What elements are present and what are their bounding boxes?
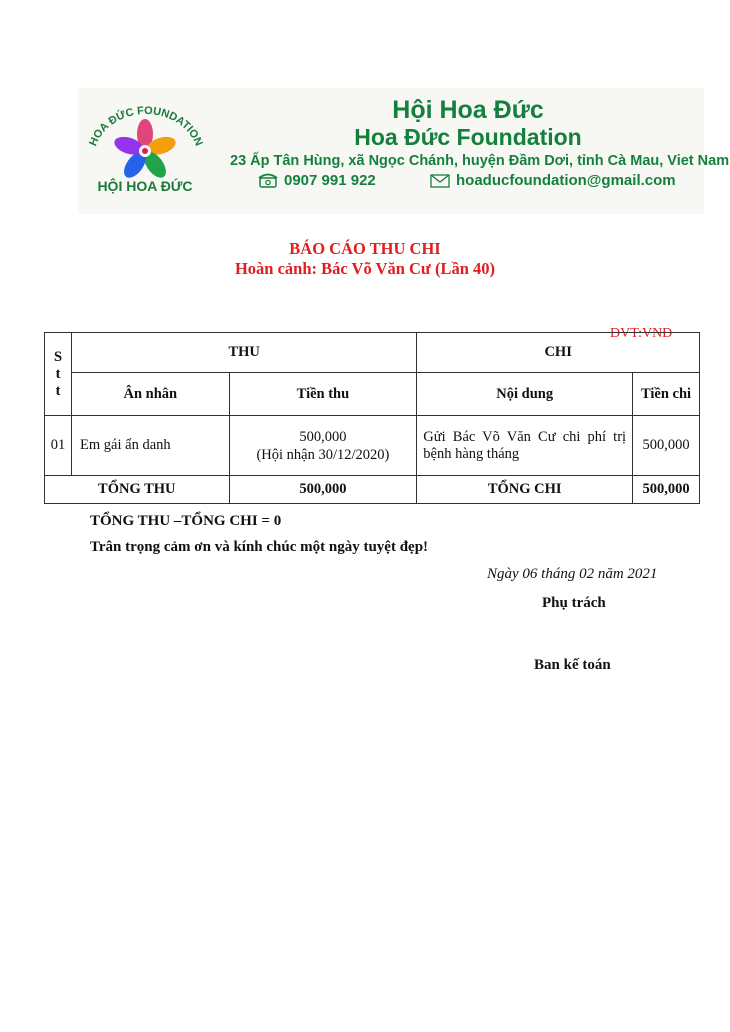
tien-chi-header: Tiền chi (633, 373, 700, 416)
table-header-row-1 (45, 333, 700, 373)
report-date: Ngày 06 tháng 02 năm 2021 (487, 566, 658, 582)
total-thu-value: 500,000 (229, 476, 417, 504)
organization-block (230, 96, 730, 172)
stt-header: St t (45, 333, 72, 416)
row-tien-thu: 500,000 (299, 428, 347, 445)
table-row (45, 416, 700, 476)
row-tien-chi: 500,000 (633, 416, 700, 476)
report-subtitle: Hoàn cảnh: Bác Võ Văn Cư (Lần 40) (234, 259, 496, 278)
phone-contact (258, 172, 376, 192)
balance-summary: TỔNG THU –TỔNG CHI = 0 (90, 513, 282, 529)
contact-line (258, 172, 678, 194)
row-tien-thu-note: (Hội nhận 30/12/2020) (256, 446, 390, 463)
total-chi-label: TỔNG CHI (417, 476, 633, 504)
envelope-icon (430, 174, 450, 192)
row-stt: 01 (45, 416, 72, 476)
total-chi-value: 500,000 (633, 476, 700, 504)
org-name-english: Hoa Đức Foundation (354, 124, 582, 150)
report-title: BÁO CÁO THU CHI (289, 239, 441, 258)
income-expense-table (44, 332, 700, 504)
noi-dung-header: Nội dung (417, 373, 633, 416)
currency-unit: ĐVT:VNĐ (610, 326, 673, 341)
email-address: hoaducfoundation@gmail.com (456, 172, 676, 189)
thu-header: THU (72, 333, 417, 373)
table-header-row-2 (45, 373, 700, 416)
email-contact (430, 172, 676, 192)
signature-responsible: Phụ trách (542, 595, 606, 611)
chi-header: CHI (417, 333, 700, 373)
totals-row (45, 476, 700, 504)
phone-number: 0907 991 922 (284, 172, 376, 189)
telephone-icon (258, 172, 278, 192)
thanks-message: Trân trọng cảm ơn và kính chúc một ngày tuyệt đẹp! (90, 539, 429, 555)
tien-thu-header: Tiền thu (229, 373, 417, 416)
row-tien-thu-cell (229, 416, 417, 476)
signature-accounting: Ban kế toán (534, 657, 611, 673)
org-address: 23 Ấp Tân Hùng, xã Ngọc Chánh, huyện Đầm Dơi, tỉnh Cà Mau, Viet Nam (230, 153, 730, 169)
logo-arc-text: HOA ĐỨC FOUNDATION (87, 104, 205, 148)
org-name-vietnamese: Hội Hoa Đức (392, 96, 544, 124)
logo-caption: HỘI HOA ĐỨC (97, 178, 193, 194)
total-thu-label: TỔNG THU (45, 476, 230, 504)
an-nhan-header: Ân nhân (72, 373, 230, 416)
row-an-nhan: Em gái ẩn danh (72, 416, 230, 476)
row-noi-dung: Gửi Bác Võ Văn Cư chi phí trị bệnh hàng tháng (417, 416, 633, 476)
